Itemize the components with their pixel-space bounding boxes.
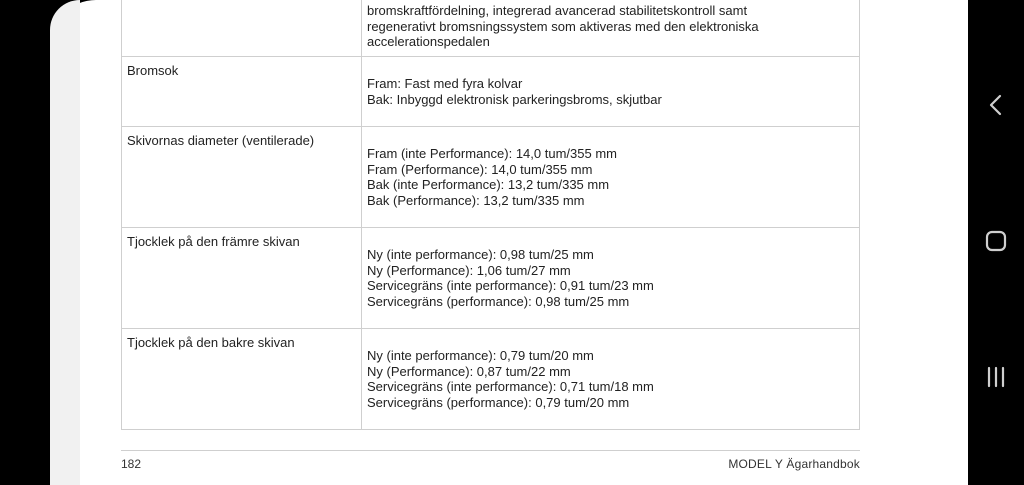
page-number: 182	[121, 457, 142, 471]
row-label-text: Bromsok	[127, 63, 179, 78]
brake-spec-table	[121, 0, 860, 430]
table-row	[122, 127, 860, 228]
value-line: Ny (inte performance): 0,79 tum/20 mm	[367, 348, 594, 363]
value-line: Bak: Inbyggd elektronisk parkeringsbroms, skjutbar	[367, 91, 662, 107]
value-line: Fram: Fast med fyra kolvar	[367, 76, 523, 91]
row-value	[362, 57, 860, 127]
system-navigation-bar	[968, 0, 1024, 485]
chevron-left-icon	[986, 94, 1006, 116]
row-value	[362, 0, 860, 57]
value-line: Servicegräns (inte performance): 0,91 tum/23 mm	[367, 278, 654, 293]
home-button[interactable]	[968, 221, 1024, 261]
value-line: Ny (Performance): 1,06 tum/27 mm	[367, 262, 571, 278]
row-label	[122, 228, 362, 329]
row-value	[362, 228, 860, 329]
table-row	[122, 329, 860, 430]
row-label	[122, 0, 362, 57]
value-line: Fram (inte Performance): 14,0 tum/355 mm	[367, 146, 617, 161]
row-label	[122, 329, 362, 430]
page-edge	[50, 0, 80, 485]
value-line: Bak (Performance): 13,2 tum/335 mm	[367, 192, 585, 208]
row-value	[362, 127, 860, 228]
table-row	[122, 0, 860, 57]
value-line: Bak (inte Performance): 13,2 tum/335 mm	[367, 177, 610, 192]
row-label	[122, 57, 362, 127]
row-value	[362, 329, 860, 430]
value-line: regenerativt bromsningssystem som aktiveras med den elektroniska	[367, 18, 759, 34]
table-row	[122, 228, 860, 329]
value-line: Ny (Performance): 0,87 tum/22 mm	[367, 363, 571, 379]
recents-button[interactable]	[968, 357, 1024, 397]
document-title: MODEL Y Ägarhandbok	[728, 457, 860, 471]
table-row	[122, 57, 860, 127]
row-label-text: Skivornas diameter (ventilerade)	[127, 133, 315, 148]
value-line: bromskraftfördelning, integrerad avancerad stabilitetskontroll samt	[367, 3, 748, 18]
value-line: Servicegräns (performance): 0,79 tum/20 mm	[367, 394, 630, 410]
footer-divider	[121, 450, 860, 451]
value-line: Fram (Performance): 14,0 tum/355 mm	[367, 161, 593, 177]
value-line: Servicegräns (inte performance): 0,71 tum/18 mm	[367, 379, 654, 394]
row-label-text: Tjocklek på den främre skivan	[127, 234, 300, 249]
rounded-square-icon	[984, 229, 1008, 253]
row-label-text: Tjocklek på den bakre skivan	[127, 335, 295, 350]
three-bars-icon	[985, 366, 1007, 388]
value-line: accelerationspedalen	[367, 34, 490, 49]
value-line: Servicegräns (performance): 0,98 tum/25 mm	[367, 293, 630, 309]
value-line: Ny (inte performance): 0,98 tum/25 mm	[367, 247, 594, 262]
row-label	[122, 127, 362, 228]
back-button[interactable]	[968, 85, 1024, 125]
